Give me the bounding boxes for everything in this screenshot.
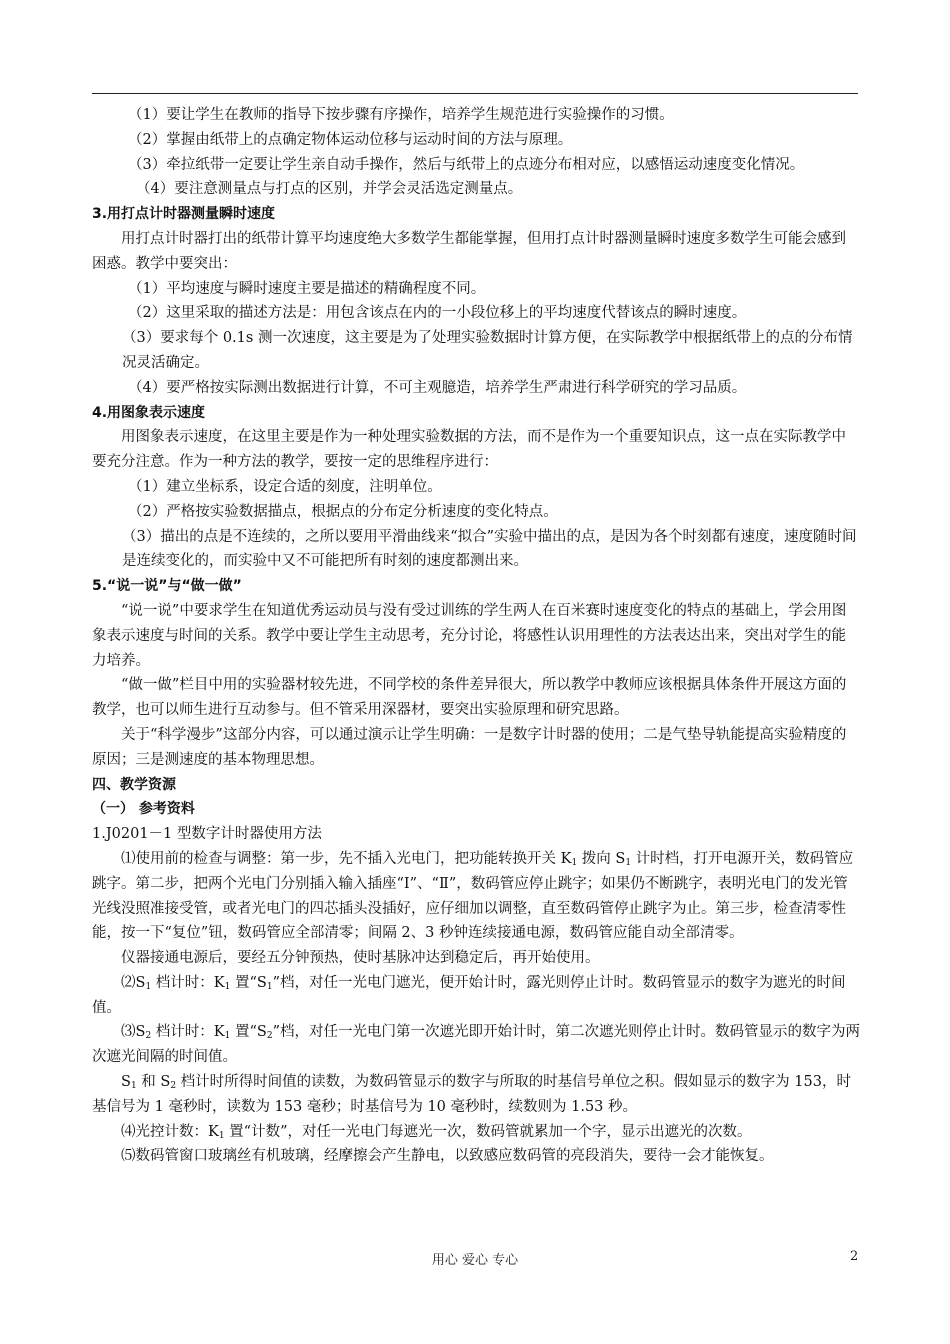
- page-number: 2: [850, 1249, 859, 1264]
- section-heading: 四、教学资源: [92, 776, 176, 793]
- paragraph: 用打点计时器打出的纸带计算平均速度绝大多数学生都能掌握，但用打点计时器测量瞬时速度多数学生可能会感到困惑。教学中要突出：: [92, 230, 846, 272]
- paragraph: （4）要严格按实际测出数据进行计算，不可主观臆造，培养学生严肃进行科学研究的学习品质。: [128, 379, 747, 396]
- paragraph: （2）这里采取的描述方法是：用包含该点在内的一小段位移上的平均速度代替该点的瞬时速度。: [128, 305, 747, 322]
- paragraph: ⑸数码管窗口玻璃丝有机玻璃，经摩擦会产生静电，以致感应数码管的亮段消失，要待一会才能恢复。: [121, 1148, 774, 1165]
- paragraph: （3）牵拉纸带一定要让学生亲自动手操作，然后与纸带上的点迹分布相对应，以感悟运动速度变化情况。: [128, 156, 805, 173]
- section-heading: 5.“说一说”与“做一做”: [92, 578, 242, 595]
- paragraph: ⑴使用前的检查与调整：第一步，先不插入光电门，把功能转换开关 $K_1$ 拨向 $S_1$ 计时档，打开电源开关，数码管应跳字。第二步，把两个光电门分别插入输入插座“Ⅰ”、“Ⅱ”，数码管应停止跳字；如果仍不断跳字，表明光电门的发光管光线没照准接受管，或者光电门的四芯插头没插好，应仔细加以调整，直至数码管停止跳字为止。第三步，检查清零性能，按一下“复位”钮，数码管应全部清零；间隔 2、3 秒钟连续接通电源，数码管应能自动全部清零。: [92, 850, 854, 942]
- paragraph: $⑵S_1$ 档计时：$K_1$ 置“$S_1$”档，对任一光电门遮光，便开始计时，露光则停止计时。数码管显示的数字为遮光的时间值。: [92, 974, 846, 1016]
- paragraph: （2）严格按实验数据描点，根据点的分布定分析速度的变化特点。: [128, 503, 558, 520]
- paragraph: $S_1$ 和 $S_2$ 档计时所得时间值的读数，为数码管显示的数字与所取的时基信号单位之积。假如显示的数字为 153，时基信号为 1 毫秒时，读数为 153 毫秒；时基信号为 10 毫秒时，续数则为 1.53 秒。: [92, 1074, 851, 1115]
- paragraph: （2）掌握由纸带上的点确定物体运动位移与运动时间的方法与原理。: [128, 131, 573, 148]
- paragraph: ⑷光控计数：$K_1$ 置“计数”，对任一光电门每遮光一次，数码管就累加一个字，显示出遮光的次数。: [121, 1123, 752, 1141]
- paragraph: （1）要让学生在教师的指导下按步骤有序操作，培养学生规范进行实验操作的习惯。: [128, 107, 674, 123]
- paragraph: “说一说”中要求学生在知道优秀运动员与没有受过训练的学生两人在百米赛时速度变化的特点的基础上，学会用图象表示速度与时间的关系。教学中要让学生主动思考，充分讨论，将感性认识用理性的方法表达出来，突出对学生的能力培养。: [92, 602, 847, 669]
- paragraph: 仪器接通电源后，要经五分钟预热，使时基脉冲达到稳定后，再开始使用。: [121, 950, 600, 967]
- paragraph: $⑶S_2$ 档计时：$K_1$ 置“$S_2$”档，对任一光电门第一次遮光即开始计时，第二次遮光则停止计时。数码管显示的数字为两次遮光间隔的时间值。: [92, 1024, 860, 1066]
- page-footer: 用心 爱心 专心: [431, 1253, 519, 1268]
- paragraph: （3）要求每个 0.1s 测一次速度，这主要是为了处理实验数据时计算方便，在实际教学中根据纸带上的点的分布情况灵活确定。: [122, 330, 853, 371]
- paragraph: 1.J0201－1 型数字计时器使用方法: [92, 826, 322, 843]
- paragraph: （1）建立坐标系，设定合适的刻度，注明单位。: [128, 478, 442, 495]
- paragraph: 关于“科学漫步”这部分内容，可以通过演示让学生明确：一是数字计时器的使用；二是气垫导轨能提高实验精度的原因；三是测速度的基本物理思想。: [92, 726, 847, 768]
- paragraph: （4）要注意测量点与打点的区别，并学会灵活选定测量点。: [136, 181, 523, 198]
- paragraph: 用图象表示速度，在这里主要是作为一种处理实验数据的方法，而不是作为一个重要知识点，这一点在实际教学中要充分注意。作为一种方法的教学，要按一定的思维程序进行：: [92, 429, 846, 471]
- paragraph: （1）平均速度与瞬时速度主要是描述的精确程度不同。: [128, 280, 486, 297]
- paragraph: （3）描出的点是不连续的，之所以要用平滑曲线来“拟合”实验中描出的点，是因为各个时刻都有速度，速度随时间是连续变化的，而实验中又不可能把所有时刻的速度都测出来。: [122, 528, 857, 570]
- section-heading: （一） 参考资料: [92, 801, 195, 818]
- header-rule: [92, 93, 858, 94]
- document-body: [92, 103, 860, 1169]
- section-heading: 4.用图象表示速度: [92, 404, 206, 421]
- section-heading: 3.用打点计时器测量瞬时速度: [92, 206, 276, 223]
- paragraph: “做一做”栏目中用的实验器材较先进，不同学校的条件差异很大，所以教学中教师应该根据具体条件开展这方面的教学，也可以师生进行互动参与。但不管采用深器材，要突出实验原理和研究思路。: [92, 677, 847, 719]
